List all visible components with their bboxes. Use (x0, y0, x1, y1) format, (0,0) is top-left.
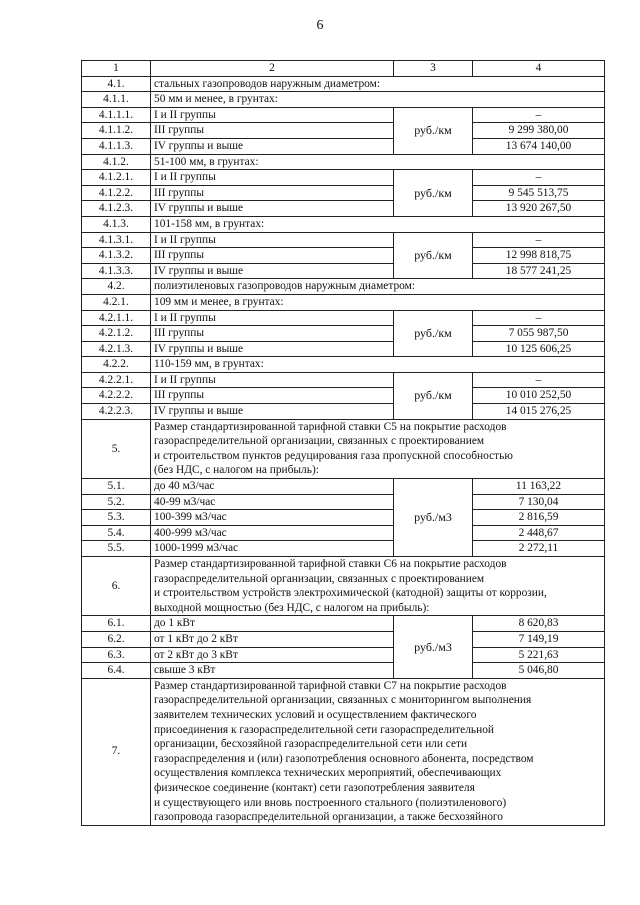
row-text: I и II группы (151, 310, 394, 326)
table-row (82, 232, 605, 248)
unit-cell: руб./км (394, 310, 473, 357)
description-line: Размер стандартизированной тарифной ставки С6 на покрытие расходов (154, 558, 507, 570)
value-cell: 7 149,19 (473, 631, 605, 647)
value-cell: 5 221,63 (473, 647, 605, 663)
row-number: 4.1.2.3. (82, 201, 151, 217)
unit-cell: руб./км (394, 170, 473, 217)
row-number: 4.1.3.2. (82, 248, 151, 264)
table-row (82, 372, 605, 388)
header-col-3: 3 (394, 61, 473, 77)
table-row (82, 510, 605, 526)
value-cell: 9 299 380,00 (473, 123, 605, 139)
section-description (151, 557, 605, 616)
description-line: (без НДС, с налогом на прибыль): (154, 464, 319, 477)
table-row (82, 326, 605, 342)
table-row (82, 678, 605, 825)
table-row (82, 138, 605, 154)
value-cell: – (473, 170, 605, 186)
row-number: 4.1.3.3. (82, 263, 151, 279)
section-number: 6. (82, 557, 151, 616)
value-cell: 14 015 276,25 (473, 404, 605, 420)
value-cell: 13 920 267,50 (473, 201, 605, 217)
row-number: 4.2.1.1. (82, 310, 151, 326)
value-cell: 18 577 241,25 (473, 263, 605, 279)
description-line: осуществления комплекса технических мероприятий, обеспечивающих (154, 767, 502, 780)
row-number: 4.2.1.2. (82, 326, 151, 342)
table-row (82, 616, 605, 632)
description-line: газораспределительной организации, связанных с мониторингом выполнения (154, 694, 532, 707)
row-number: 6.2. (82, 631, 151, 647)
row-number: 4.1.1. (82, 92, 151, 108)
row-text: III группы (151, 123, 394, 139)
table-row (82, 216, 605, 232)
description-line: газораспределения и (или) газопотребления основного абонента, посредством (154, 752, 534, 765)
row-number: 4.2. (82, 279, 151, 295)
row-number: 4.2.1.3. (82, 341, 151, 357)
row-number: 4.2.2.1. (82, 372, 151, 388)
table-row (82, 92, 605, 108)
tariff-table (81, 60, 605, 826)
table-row (82, 357, 605, 373)
table-row (82, 557, 605, 616)
value-cell: 9 545 513,75 (473, 185, 605, 201)
row-text: 1000-1999 м3/час (151, 541, 394, 557)
row-text: I и II группы (151, 372, 394, 388)
row-number: 5.1. (82, 479, 151, 495)
row-text: IV группы и выше (151, 341, 394, 357)
table-row (82, 341, 605, 357)
row-text: 109 мм и менее, в грунтах: (151, 294, 605, 310)
tariff-table-body (82, 61, 605, 826)
row-text: от 2 кВт до 3 кВт (151, 647, 394, 663)
description-line: Размер стандартизированной тарифной ставки С7 на покрытие расходов (154, 679, 507, 692)
description-line: организации, бесхозяйной газораспределительной сети или сети (154, 738, 468, 751)
description-line: присоединения к газораспределительной сети газораспределительной (154, 723, 494, 736)
table-row (82, 525, 605, 541)
unit-cell: руб./м3 (394, 479, 473, 557)
table-row (82, 279, 605, 295)
row-text: 400-999 м3/час (151, 525, 394, 541)
value-cell: 2 448,67 (473, 525, 605, 541)
description-line: заявителем технических условий и осуществлением фактического (154, 708, 477, 721)
value-cell: 11 163,22 (473, 479, 605, 495)
value-cell: – (473, 107, 605, 123)
unit-cell: руб./км (394, 232, 473, 279)
table-row (82, 541, 605, 557)
description-line: и строительством пунктов редуцирования газа пропускной способностью (154, 449, 513, 462)
row-text: I и II группы (151, 170, 394, 186)
row-text: до 1 кВт (151, 616, 394, 632)
row-number: 6.4. (82, 663, 151, 679)
value-cell: 10 125 606,25 (473, 341, 605, 357)
value-cell: – (473, 232, 605, 248)
table-row (82, 107, 605, 123)
row-number: 4.1.3.1. (82, 232, 151, 248)
row-number: 4.1.2.1. (82, 170, 151, 186)
row-text: 40-99 м3/час (151, 494, 394, 510)
row-text: 50 мм и менее, в грунтах: (151, 92, 605, 108)
table-row (82, 294, 605, 310)
row-number: 4.2.2. (82, 357, 151, 373)
value-cell: 8 620,83 (473, 616, 605, 632)
table-row (82, 263, 605, 279)
row-number: 5.4. (82, 525, 151, 541)
row-number: 4.2.1. (82, 294, 151, 310)
value-cell: – (473, 310, 605, 326)
value-cell: 10 010 252,50 (473, 388, 605, 404)
row-text: свыше 3 кВт (151, 663, 394, 679)
row-text: IV группы и выше (151, 404, 394, 420)
table-row (82, 170, 605, 186)
header-col-2: 2 (151, 61, 394, 77)
row-text: 110-159 мм, в грунтах: (151, 357, 605, 373)
description-line: газораспределительной организации, связанных с проектированием (154, 572, 485, 585)
value-cell: 13 674 140,00 (473, 138, 605, 154)
table-row (82, 494, 605, 510)
row-text: I и II группы (151, 107, 394, 123)
row-number: 5.5. (82, 541, 151, 557)
row-number: 4.1. (82, 76, 151, 92)
section-description (151, 678, 605, 825)
table-row (82, 248, 605, 264)
row-number: 4.1.2. (82, 154, 151, 170)
row-text: III группы (151, 388, 394, 404)
row-text: III группы (151, 326, 394, 342)
table-row (82, 631, 605, 647)
row-text: IV группы и выше (151, 263, 394, 279)
row-text: IV группы и выше (151, 138, 394, 154)
table-row (82, 479, 605, 495)
description-line: физическое соединение (контакт) сети газопотребления заявителя (154, 781, 475, 794)
row-number: 4.1.2.2. (82, 185, 151, 201)
table-row (82, 647, 605, 663)
row-text: 101-158 мм, в грунтах: (151, 216, 605, 232)
section-number: 7. (82, 678, 151, 825)
table-row (82, 419, 605, 478)
row-number: 5.2. (82, 494, 151, 510)
header-col-4: 4 (473, 61, 605, 77)
description-line: газопровода газораспределительной организации, а также бесхозяйного (154, 811, 503, 824)
table-row (82, 185, 605, 201)
unit-cell: руб./м3 (394, 616, 473, 678)
row-text: стальных газопроводов наружным диаметром: (151, 76, 605, 92)
description-line: выходной мощностью (без НДС, с налогом на прибыль): (154, 601, 430, 614)
description-line: газораспределительной организации, связанных с проектированием (154, 435, 485, 448)
row-text: до 40 м3/час (151, 479, 394, 495)
row-number: 4.1.1.2. (82, 123, 151, 139)
unit-cell: руб./км (394, 372, 473, 419)
row-number: 5.3. (82, 510, 151, 526)
row-text: от 1 кВт до 2 кВт (151, 631, 394, 647)
value-cell: 5 046,80 (473, 663, 605, 679)
row-number: 6.3. (82, 647, 151, 663)
table-row (82, 201, 605, 217)
row-text: III группы (151, 185, 394, 201)
row-text: полиэтиленовых газопроводов наружным диаметром: (151, 279, 605, 295)
description-line: Размер стандартизированной тарифной ставки С5 на покрытие расходов (154, 420, 507, 433)
description-line: и строительством устройств электрохимической (катодной) защиты от коррозии, (154, 587, 547, 600)
row-number: 4.1.1.1. (82, 107, 151, 123)
row-text: 51-100 мм, в грунтах: (151, 154, 605, 170)
table-row (82, 76, 605, 92)
value-cell: 7 055 987,50 (473, 326, 605, 342)
section-description (151, 419, 605, 478)
row-number: 4.1.3. (82, 216, 151, 232)
table-row (82, 310, 605, 326)
table-row (82, 404, 605, 420)
table-row (82, 154, 605, 170)
section-number: 5. (82, 419, 151, 478)
table-header-row (82, 61, 605, 77)
row-text: III группы (151, 248, 394, 264)
row-number: 4.2.2.2. (82, 388, 151, 404)
value-cell: 2 272,11 (473, 541, 605, 557)
unit-cell: руб./км (394, 107, 473, 154)
table-row (82, 663, 605, 679)
row-text: IV группы и выше (151, 201, 394, 217)
row-text: I и II группы (151, 232, 394, 248)
row-text: 100-399 м3/час (151, 510, 394, 526)
value-cell: 12 998 818,75 (473, 248, 605, 264)
value-cell: 2 816,59 (473, 510, 605, 526)
table-row (82, 388, 605, 404)
description-line: и существующего или вновь построенного стального (полиэтиленового) (154, 796, 507, 809)
page-number: 6 (316, 18, 324, 33)
table-row (82, 123, 605, 139)
row-number: 4.2.2.3. (82, 404, 151, 420)
row-number: 4.1.1.3. (82, 138, 151, 154)
header-col-1: 1 (82, 61, 151, 77)
value-cell: – (473, 372, 605, 388)
value-cell: 7 130,04 (473, 494, 605, 510)
row-number: 6.1. (82, 616, 151, 632)
